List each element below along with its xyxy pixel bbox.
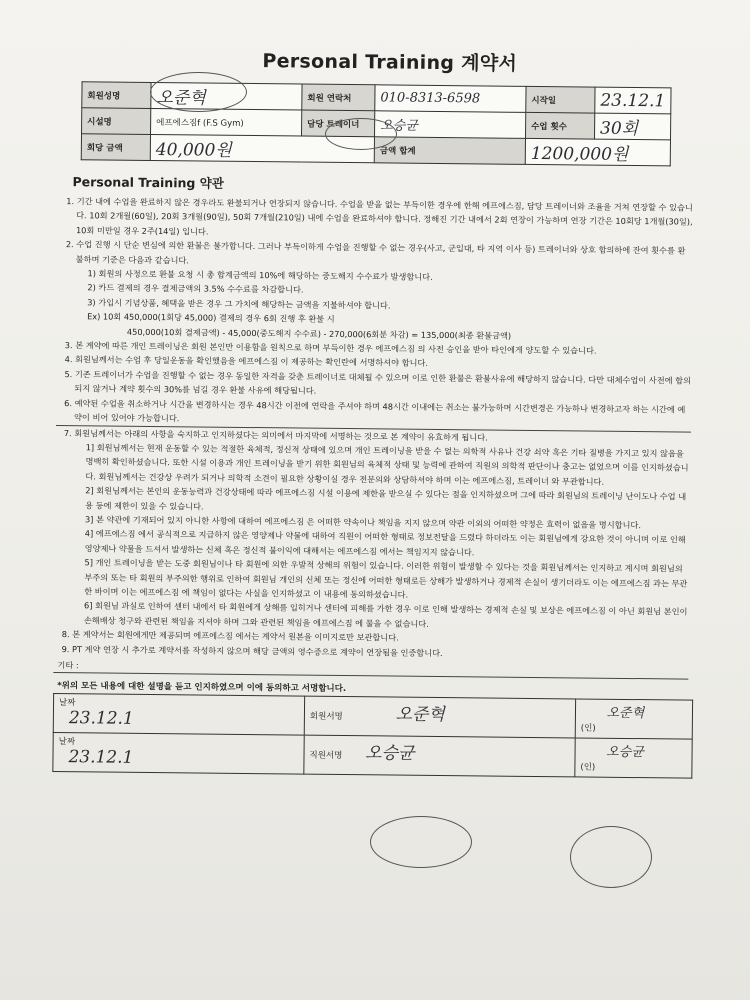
handwritten-circle-trainer <box>325 118 397 150</box>
agreement-statement: *위의 모든 내용에 대한 설명을 듣고 인지하였으며 이에 동의하고 서명합니다. <box>57 681 347 695</box>
total-label: 금액 합계 <box>374 137 525 165</box>
contract-document <box>52 40 720 779</box>
staff-seal-label: (인) <box>580 762 596 774</box>
member-seal-cell[interactable] <box>575 699 692 739</box>
term-7-sub-1: 1] 회원님께서는 현재 운동할 수 있는 적절한 육체적, 정신적 상태에 있으며 개인 트레이닝을 받을 수 없는 의학적 사유나 건강 쇠약 혹은 기타 질병을 가지고 있지 않음을 명백히 확인하셨습니다. 또한 시설 이용과 개인 트레이닝을 받기 위한 회원님의 육체적 상태 및 능력에 관하여 직원의 의학적 판단이나 충고는 없었으며 이를 인지하셨습니다. 회원님께서는 건강상 우려가 되거나 의학적 소견이 필요한 상황이실 경우 전문의와 상담하셔야 하며 이는 에프에스짐, 트레이너 와 무관합니다. <box>85 442 689 487</box>
term-3: 3. 본 계약에 따른 개인 트레이닝은 회원 본인만 이용함을 원칙으로 하며 부득이한 경우 에프에스짐 의 사전 승인을 받아 타인에게 양도할 수 있습니다. <box>64 340 597 356</box>
handwritten-circle-member-sign <box>370 816 472 868</box>
member-phone-field[interactable] <box>375 85 526 113</box>
fee-label: 회당 금액 <box>81 134 150 161</box>
signature-table <box>52 693 693 779</box>
trainer-field[interactable] <box>375 111 526 139</box>
total-value: 1200,000원 <box>530 143 629 165</box>
term-7-sub-4: 4] 에프에스짐 에서 공식적으로 지급하지 않은 영양제나 약물에 대하여 직원이 어떠한 형태로 정보전달을 드렸다 하더라도 이는 회원님에게 강요한 것이 아니며 이로 인해 영양제나 약물을 드셔서 발생하는 신체 혹은 정신적 불이익에 대해서는 에프에스짐 에서는 책임지지 않습니다. <box>84 528 686 558</box>
member-seal-label: (인) <box>580 723 596 735</box>
term-1: 1. 기간 내에 수업을 완료하지 않은 경우라도 환불되거나 연장되지 않습니다. 수업을 받을 없는 부득이한 경우에 한해 에프에스짐, 담당 트레이너와 조율을 거쳐 연장할 수 있습니다. 10회 2개월(60일), 20회 3개월(90일), 50회 7개월(210일) 내에 수업을 완료하셔야 합니다. 정해진 기간 내에서 2회 연장이 가능하며 연장 기간은 10회당 1개월(30일), 10회 미만일 경우 2주(14일) 입니다. <box>66 196 693 237</box>
term-9: 9. PT 계약 연장 시 추가로 계약서를 작성하지 않으며 해당 금액의 영수증으로 계약이 연장됨을 인증합니다. <box>61 643 443 658</box>
member-phone-value: 010-8313-6598 <box>380 90 481 107</box>
staff-sign-label: 직원서명 <box>309 751 343 762</box>
staff-signature: 오승균 <box>365 743 415 765</box>
staff-date-value: 23.12.1 <box>68 747 134 769</box>
terms-body <box>53 194 693 680</box>
member-signature: 오준혁 <box>395 704 445 726</box>
term-7-sub-3: 3] 본 약관에 기재되어 있지 아니한 사항에 대하여 에프에스짐 은 어떠한 약속이나 책임을 지지 않으며 약관 이외의 어떠한 약정은 효력이 없음을 명시합니다. <box>84 514 642 531</box>
staff-signature-cell[interactable] <box>304 736 575 778</box>
term-2-sub-1: 1) 회원의 사정으로 환불 요청 시 총 합계금액의 10%에 해당하는 중도해지 수수료가 발생합니다. <box>87 268 433 282</box>
member-date-cell[interactable] <box>53 694 304 736</box>
member-name-value: 오준혁 <box>156 88 206 109</box>
handwritten-circle-member-seal <box>570 826 652 888</box>
term-2: 2. 수업 진행 시 단순 변심에 의한 환불은 불가합니다. 그러나 부득이하게 수업을 진행할 수 없는 경우(사고, 군입대, 타 지역 이사 등) 트레이너와 상호 합의하에 잔여 횟수를 환불하며 기준은 다음과 같습니다. <box>65 239 686 265</box>
terms-title: Personal Training 약관 <box>72 174 224 191</box>
staff-seal: 오승균 <box>606 745 644 761</box>
facility-label: 시설명 <box>82 108 151 135</box>
facility-field <box>151 108 302 136</box>
member-seal: 오준혁 <box>606 706 645 722</box>
member-signature-cell[interactable] <box>304 697 575 739</box>
term-8: 8. 본 계약서는 회원에게만 제공되며 에프에스짐 에서는 계약서 원본을 이미지로만 보관합니다. <box>61 629 399 643</box>
sessions-label: 수업 횟수 <box>525 112 594 139</box>
page-title: Personal Training 계약서 <box>262 50 518 75</box>
term-2-sub-3: 3) 가입시 기념상품, 혜택을 받은 경우 그 가치에 해당하는 금액을 지불하셔야 합니다. <box>87 297 391 311</box>
term-6: 6. 예약된 수업을 취소하거나 시간을 변경하시는 경우 48시간 이전에 연락을 주셔야 하며 48시간 이내에는 취소는 불가능하며 시간변경은 가능하나 변경하고자 하는 시간에 예약이 비어 있어야 가능합니다. <box>56 396 691 432</box>
start-date-field[interactable] <box>595 87 671 114</box>
term-7-sub-6: 6] 회원님 과실로 인하여 센터 내에서 타 회원에게 상해를 입히거나 센터에 피해를 가한 경우 이로 인해 발생하는 경제적 손실 및 보상은 에프에스짐 이 아닌 회원님 본인이 손해배상 청구와 관련된 책임을 지셔야 하며 그와 관련된 책임을 에프에스짐 에 물을 수 없습니다. <box>83 600 688 629</box>
term-4: 4. 회원님께서는 수업 후 당일운동을 확인했음을 에프에스짐 이 제공하는 확인란에 서명하셔야 합니다. <box>64 354 429 369</box>
term-7: 7. 회원님께서는 아래의 사항을 숙지하고 인지하셨다는 의미에서 마지막에 서명하는 것으로 본 계약이 유효하게 됩니다. <box>63 427 488 443</box>
member-date-label: 날짜 <box>59 698 76 709</box>
facility-value: 에프에스짐f (F.S Gym) <box>156 117 244 129</box>
handwritten-circle-name <box>150 72 247 112</box>
member-name-label: 회원성명 <box>82 82 151 109</box>
fee-value: 40,000원 <box>155 140 232 161</box>
member-sign-label: 회원서명 <box>309 712 343 723</box>
sessions-field[interactable] <box>594 113 670 140</box>
member-phone-label: 회원 연락처 <box>302 84 375 111</box>
start-date-label: 시작일 <box>526 86 595 113</box>
staff-date-cell[interactable] <box>53 733 304 775</box>
etc-label: 기타 : <box>57 660 79 671</box>
total-field[interactable] <box>525 138 670 166</box>
staff-seal-cell[interactable] <box>575 738 692 778</box>
trainer-label: 담당 트레이너 <box>302 110 375 137</box>
term-2-example-calc: 450,000(10회 결제금액) - 45,000(중도해지 수수료) - 270,000(6회분 차감) = 135,000(최종 환불금액) <box>126 326 512 341</box>
term-5: 5. 기존 트레이너가 수업을 진행할 수 없는 경우 동일한 자격을 갖춘 트레이너로 대체될 수 있으며 이로 인한 환불은 환불사유에 해당하지 않습니다. 다만 대체수업이 사전에 합의되지 않거나 계약 횟수의 30%를 넘길 경우 환불 사유에 해당됩니다. <box>64 368 692 396</box>
sessions-value: 30회 <box>599 118 639 140</box>
term-7-sub-2: 2] 회원님께서는 본인의 운동능력과 건강상태에 따라 에프에스짐 시설 이용에 제한을 받으실 수 있다는 점을 인지하셨으며 그에 따라 회원님의 트레이닝 난이도나 수업 내용 등에 제한이 있을 수 있습니다. <box>85 485 687 512</box>
member-date-value: 23.12.1 <box>68 708 134 730</box>
trainer-value: 오승균 <box>380 118 418 134</box>
term-2-example: Ex) 10회 450,000(1회당 45,000) 결제의 경우 6회 진행 후 환불 시 <box>87 311 335 325</box>
start-date-value: 23.12.1 <box>600 90 666 111</box>
term-2-sub-2: 2) 카드 결제의 경우 결제금액의 3.5% 수수료를 차감합니다. <box>87 282 304 296</box>
term-7-sub-5: 5] 개인 트레이닝을 받는 도중 회원님이나 타 회원에 의한 우발적 상해의 위험이 있습니다. 이러한 위험이 발생할 수 있다는 것을 회원님께서는 인지하고 계시며 회원님의 부주의 또는 타 회원의 부주의한 행위로 인하여 회원님 개인의 신체 또는 정신에 어떠한 형태로든 상해가 발생하거나 경제적 손실이 생기더라도 이는 에프에스짐 과는 무관한 바이며 이는 에프에스짐 에 책임이 없다는 사실을 인지하셨고 이 내용에 동의하셨습니다. <box>84 557 688 600</box>
staff-date-label: 날짜 <box>58 737 76 748</box>
